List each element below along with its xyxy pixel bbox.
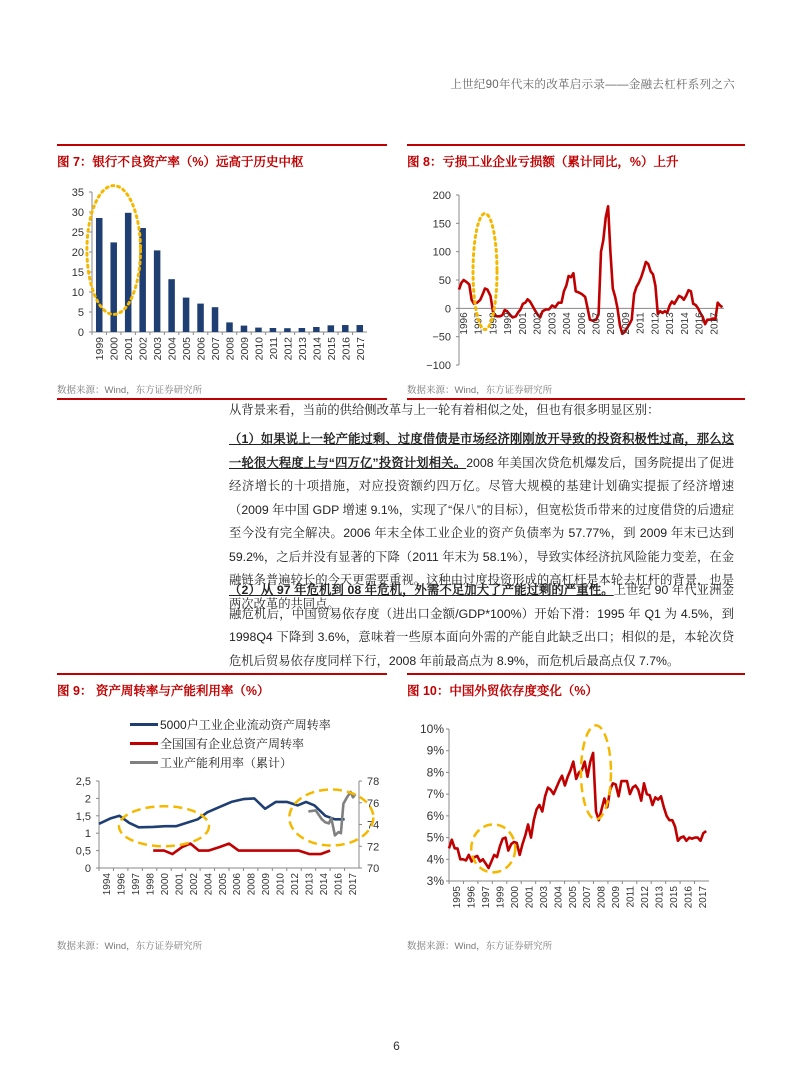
- figure-top-rule: [407, 144, 745, 146]
- svg-text:2005: 2005: [217, 873, 229, 896]
- figure-9: [57, 673, 387, 953]
- svg-text:1998: 1998: [145, 873, 157, 896]
- svg-text:1997: 1997: [481, 886, 493, 909]
- svg-text:2001: 2001: [524, 886, 536, 909]
- figure-title: 图 9： 资产周转率与产能利用率（%）: [57, 684, 270, 698]
- figure-title: 图 10：中国外贸依存度变化（%）: [407, 684, 598, 698]
- svg-text:70: 70: [367, 863, 380, 875]
- legend-swatch-navy: [130, 723, 158, 726]
- svg-text:150: 150: [432, 218, 451, 231]
- svg-text:2001: 2001: [174, 873, 186, 896]
- svg-text:1,5: 1,5: [75, 810, 91, 823]
- svg-text:0: 0: [444, 303, 451, 316]
- svg-text:2004: 2004: [203, 873, 215, 896]
- chart-legend: [130, 715, 331, 772]
- figure-source: 数据来源：Wind，东方证券研究所: [57, 385, 203, 396]
- svg-text:2000: 2000: [108, 337, 121, 361]
- svg-text:2013: 2013: [296, 337, 309, 361]
- svg-text:1999: 1999: [94, 337, 107, 361]
- paragraph-1-heading: （1）如果说上一轮产能过剩、过度借债是市场经济刚刚放开导致的投资积极性过高，那么这一轮很大程度上与“四万亿”投资计划相关。: [229, 432, 734, 470]
- svg-text:2000: 2000: [510, 886, 521, 909]
- legend-label: 工业产能利用率（累计）: [160, 756, 293, 770]
- svg-text:30: 30: [71, 207, 84, 219]
- svg-text:74: 74: [367, 819, 380, 832]
- svg-text:10: 10: [71, 287, 84, 299]
- svg-text:2017: 2017: [354, 337, 367, 361]
- svg-text:25: 25: [71, 227, 84, 239]
- paragraph-2-heading: （2）从 97 年危机到 08 年危机，外需不足加大了产能过剩的严重性。: [229, 583, 614, 597]
- svg-text:2015: 2015: [325, 337, 338, 361]
- svg-text:1994: 1994: [102, 873, 114, 896]
- svg-text:2017: 2017: [347, 873, 359, 896]
- svg-text:1996: 1996: [466, 886, 478, 909]
- svg-text:2011: 2011: [625, 886, 637, 908]
- figure-title: 图 7：银行不良资产率（%）远高于历史中枢: [57, 155, 304, 169]
- svg-text:78: 78: [367, 776, 380, 788]
- svg-text:0,5: 0,5: [75, 845, 91, 858]
- svg-text:2012: 2012: [650, 312, 662, 335]
- legend-label: 5000户工业企业流动资产周转率: [160, 718, 331, 732]
- svg-text:1998: 1998: [488, 312, 500, 335]
- svg-text:2001: 2001: [123, 337, 136, 361]
- svg-text:1996: 1996: [116, 873, 128, 896]
- svg-text:2012: 2012: [640, 886, 651, 909]
- svg-text:100: 100: [432, 246, 451, 259]
- svg-text:5%: 5%: [426, 830, 444, 845]
- intro-paragraph: 从背景来看，当前的供给侧改革与上一轮有着相似之处，但也有很多明显区别：: [229, 403, 660, 417]
- svg-text:1996: 1996: [459, 312, 470, 335]
- svg-text:2013: 2013: [304, 873, 316, 896]
- svg-text:2007: 2007: [210, 337, 223, 361]
- svg-text:2006: 2006: [195, 337, 208, 361]
- svg-text:200: 200: [432, 190, 451, 202]
- legend-item: [130, 753, 331, 772]
- svg-text:2003: 2003: [547, 312, 559, 335]
- svg-text:2008: 2008: [596, 886, 608, 909]
- svg-text:2005: 2005: [567, 886, 579, 909]
- svg-text:2008: 2008: [224, 337, 237, 361]
- svg-text:2009: 2009: [261, 873, 273, 896]
- svg-text:10%: 10%: [419, 722, 444, 736]
- legend-swatch-red: [130, 742, 158, 745]
- legend-item: [130, 734, 331, 753]
- figure-8: [407, 144, 745, 396]
- svg-text:20: 20: [71, 247, 84, 259]
- svg-text:2009: 2009: [238, 337, 251, 361]
- legend-swatch-gray: [130, 761, 158, 764]
- figure-top-rule: [57, 673, 387, 675]
- svg-text:2013: 2013: [654, 886, 666, 909]
- svg-text:2011: 2011: [635, 312, 647, 334]
- svg-text:2014: 2014: [679, 312, 691, 335]
- svg-text:2008: 2008: [606, 312, 618, 335]
- svg-text:76: 76: [367, 797, 380, 810]
- svg-text:2000: 2000: [160, 873, 171, 896]
- svg-text:2002: 2002: [532, 312, 544, 335]
- svg-text:2007: 2007: [582, 886, 594, 909]
- svg-text:0: 0: [84, 863, 91, 875]
- svg-text:2011: 2011: [267, 337, 280, 360]
- svg-text:2002: 2002: [137, 337, 150, 361]
- bar-chart-npl-ratio: [57, 176, 387, 376]
- svg-text:2010: 2010: [275, 873, 287, 896]
- svg-text:9%: 9%: [426, 743, 444, 758]
- svg-text:2016: 2016: [340, 337, 353, 361]
- paragraph-2-text: 上世纪 90 年代亚洲金融危机后，中国贸易依存度（进出口金额/GDP*100%）开始下滑：1995 年 Q1 为 4.5%，到 1998Q4 下降到 3.6%，意味着一些原本面向外需的产能自此缺乏出口；相似的是，本轮次贷危机后贸易依存度同样下行，2008 年前最高点为 8.9%，而危机后最高点仅 7.7%。: [229, 583, 734, 668]
- figure-source: 数据来源：Wind，东方证券研究所: [407, 941, 553, 952]
- svg-text:8%: 8%: [426, 765, 444, 780]
- svg-text:6%: 6%: [426, 808, 444, 823]
- svg-text:5: 5: [77, 307, 84, 319]
- svg-text:1: 1: [84, 828, 91, 841]
- svg-text:0: 0: [77, 327, 84, 339]
- figure-10: [407, 673, 745, 953]
- line-chart-loss-yoy: [407, 176, 745, 376]
- figure-title: 图 8：亏损工业企业亏损额（累计同比，%）上升: [407, 155, 679, 169]
- svg-text:2006: 2006: [232, 873, 244, 896]
- svg-text:4%: 4%: [426, 852, 444, 867]
- svg-text:2009: 2009: [620, 312, 632, 335]
- figure-top-rule: [407, 673, 745, 675]
- figure-7: [57, 144, 387, 396]
- figure-source: 数据来源：Wind，东方证券研究所: [407, 385, 553, 396]
- legend-label: 全国国有企业总资产周转率: [160, 737, 305, 751]
- svg-text:15: 15: [71, 267, 84, 279]
- svg-text:2012: 2012: [290, 873, 301, 896]
- svg-text:2001: 2001: [517, 312, 529, 335]
- figure-top-rule: [57, 144, 387, 146]
- svg-text:35: 35: [71, 187, 84, 199]
- svg-text:1999: 1999: [503, 312, 515, 335]
- svg-text:−50: −50: [432, 331, 451, 344]
- svg-text:7%: 7%: [426, 787, 444, 802]
- svg-text:1999: 1999: [495, 886, 507, 909]
- legend-item: [130, 715, 331, 734]
- svg-text:2016: 2016: [694, 312, 706, 335]
- svg-text:2010: 2010: [253, 337, 266, 361]
- paragraph-2: [229, 579, 734, 673]
- svg-text:2012: 2012: [282, 337, 295, 361]
- svg-text:2,5: 2,5: [75, 776, 91, 788]
- svg-text:2016: 2016: [333, 873, 345, 896]
- page-number: 6: [393, 1039, 400, 1053]
- svg-text:2016: 2016: [683, 886, 695, 909]
- svg-text:1997: 1997: [473, 312, 485, 335]
- svg-text:50: 50: [438, 275, 451, 287]
- svg-text:3%: 3%: [426, 874, 444, 888]
- svg-text:2014: 2014: [318, 873, 330, 896]
- svg-text:2015: 2015: [668, 886, 680, 909]
- svg-text:2017: 2017: [697, 886, 709, 909]
- svg-text:2003: 2003: [538, 886, 550, 909]
- svg-text:2005: 2005: [181, 337, 194, 361]
- svg-text:2004: 2004: [166, 337, 179, 361]
- svg-text:1997: 1997: [131, 873, 143, 896]
- document-header-title: 上世纪90年代末的改革启示录——金融去杠杆系列之六: [450, 79, 735, 91]
- line-chart-trade-dependency: [407, 715, 745, 925]
- svg-text:72: 72: [367, 841, 380, 854]
- paragraph-1-text: 2008 年美国次贷危机爆发后，国务院提出了促进经济增长的十项措施，对应投资额约四万亿。尽管大规模的基建计划确实提振了经济增速（2009 年中国 GDP 增速 9.1%，实现了“保八”的目标），但宽松货币带来的过度借贷的后遗症至今没有完全解决。2006 年末全体工业企业的资产负债率为 57.77%，到 2009 年末已达到 59.2%，之后并没有显著的下降（2011 年末为 58.1%），导致实体经济抗风险能力变差，在金融链条普遍较长的今天更需要重视。这种由过度投资形成的高杠杆是本轮去杠杆的背景，也是两次改革的共同点。: [229, 455, 734, 611]
- svg-text:2004: 2004: [562, 312, 574, 335]
- svg-text:2017: 2017: [709, 312, 721, 335]
- svg-text:2007: 2007: [591, 312, 603, 335]
- svg-text:2004: 2004: [553, 886, 565, 909]
- line-chart-turnover-utilization: [57, 775, 387, 925]
- svg-text:2003: 2003: [152, 337, 165, 361]
- svg-text:2014: 2014: [311, 337, 324, 361]
- svg-text:2008: 2008: [246, 873, 258, 896]
- svg-text:−100: −100: [426, 360, 451, 372]
- svg-text:2013: 2013: [665, 312, 677, 335]
- figure-source: 数据来源：Wind，东方证券研究所: [57, 941, 203, 952]
- svg-text:2009: 2009: [611, 886, 623, 909]
- svg-text:1995: 1995: [452, 886, 464, 909]
- svg-text:2006: 2006: [576, 312, 588, 335]
- svg-text:2002: 2002: [188, 873, 200, 896]
- svg-text:2: 2: [84, 793, 91, 806]
